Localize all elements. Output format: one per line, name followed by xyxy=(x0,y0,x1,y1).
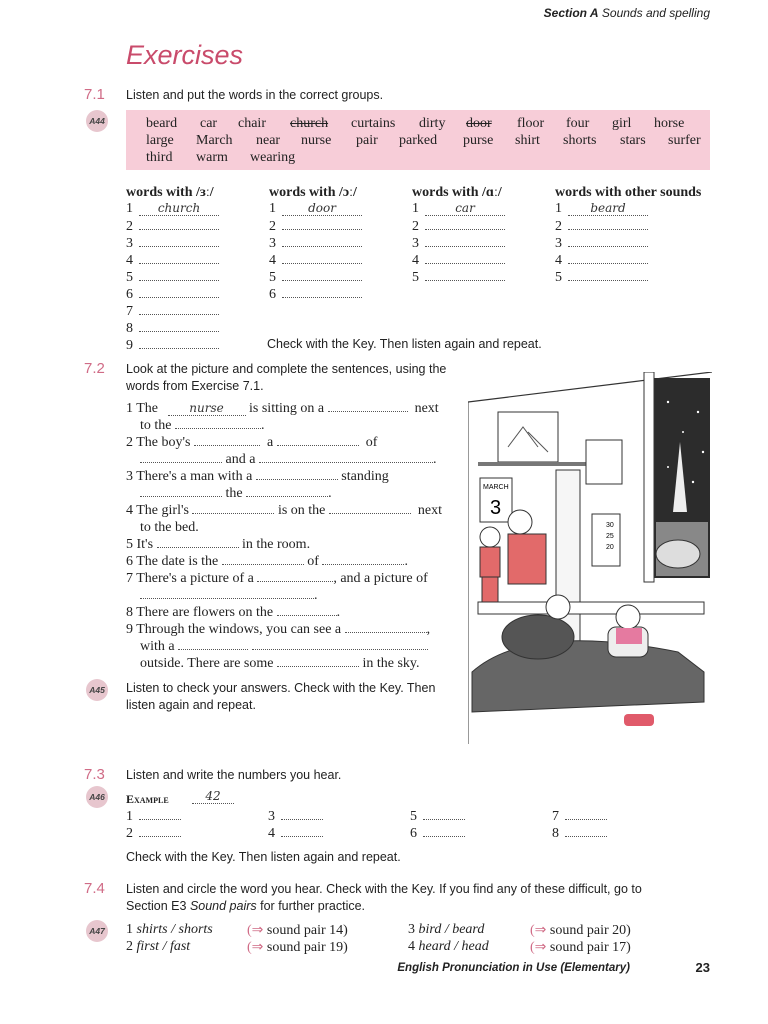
page-header xyxy=(544,6,710,20)
answer-line xyxy=(412,201,505,217)
sound-pair-item xyxy=(126,922,213,938)
answer-line xyxy=(555,269,648,286)
answer-blank[interactable] xyxy=(425,252,505,264)
sentence-text: 9 Through the windows, you can see a xyxy=(126,622,342,637)
answer-blank[interactable] xyxy=(568,235,648,247)
answer-line xyxy=(269,218,362,235)
answer-blank[interactable] xyxy=(568,218,648,230)
word-bank-word: pair xyxy=(356,133,378,148)
word-bank-word: floor xyxy=(517,116,545,131)
sentence-text: of xyxy=(307,554,319,569)
answer-blank[interactable] xyxy=(257,571,333,582)
reference-text: sound pair 19) xyxy=(266,940,348,955)
item-number: 3 xyxy=(408,922,415,937)
sentence-text: 3 There's a man with a xyxy=(126,469,253,484)
word-bank-word: curtains xyxy=(351,116,396,131)
exercise-7-1-check: Check with the Key. Then listen again and repeat. xyxy=(267,337,542,351)
answer-line xyxy=(269,235,362,252)
arrow-icon: (⇒ xyxy=(530,923,547,938)
example-answer: church xyxy=(139,201,219,216)
answer-blank[interactable] xyxy=(194,435,260,446)
sentence-2 xyxy=(126,435,377,451)
audio-track-icon[interactable]: A45 xyxy=(86,679,108,701)
answer-blank[interactable] xyxy=(139,252,219,264)
sentence-text: , and a picture of xyxy=(333,571,428,586)
instruction-text: Section E3 xyxy=(126,899,190,913)
column-heading: words with /ɔː/ xyxy=(269,185,357,200)
answer-line xyxy=(269,252,362,269)
section-topic: Sounds and spelling xyxy=(601,6,710,20)
answer-blank[interactable] xyxy=(139,320,219,332)
word-bank xyxy=(126,110,710,170)
word-bank-word: car xyxy=(200,116,218,131)
exercise-number-7-1: 7.1 xyxy=(84,86,105,103)
sentence-9: 9 Through the windows, you can see a , xyxy=(126,622,431,637)
answer-line xyxy=(412,235,505,252)
exercise-7-2-instruction-2: words from Exercise 7.1. xyxy=(126,379,264,393)
word-bank-word: March xyxy=(196,133,233,148)
line-number: 3 xyxy=(126,236,133,251)
answer-blank[interactable] xyxy=(425,235,505,247)
column-heading: words with /ɑː/ xyxy=(412,185,502,200)
line-number: 1 xyxy=(126,201,133,216)
answer-line xyxy=(126,269,219,286)
sentence-text: is on the xyxy=(277,503,326,518)
word-pair[interactable]: bird / beard xyxy=(418,922,485,937)
word-bank-word: door xyxy=(466,116,492,131)
answer-blank[interactable] xyxy=(139,337,219,349)
sentence-1-cont: to the . xyxy=(140,418,265,433)
line-number: 6 xyxy=(269,287,276,302)
exercise-7-2-listen-1: Listen to check your answers. Check with the Key. Then xyxy=(126,681,436,695)
example-answer: beard xyxy=(568,201,648,216)
sentence-7-cont: . xyxy=(140,588,318,604)
exercise-7-4-instruction-2 xyxy=(126,899,365,913)
answer-blank[interactable] xyxy=(222,554,304,565)
thermometer-mark: 30 xyxy=(606,522,614,529)
calendar-day: 3 xyxy=(490,497,502,519)
item-number: 3 xyxy=(268,809,275,824)
section-label: Section A xyxy=(543,6,599,20)
sentence-text: the xyxy=(225,486,243,501)
line-number: 7 xyxy=(126,304,133,319)
word-pair[interactable]: shirts / shorts xyxy=(136,922,213,937)
sound-pair-reference xyxy=(530,922,631,939)
line-number: 4 xyxy=(269,253,276,268)
answer-blank[interactable] xyxy=(423,825,465,837)
sentence-text: next xyxy=(414,401,439,416)
answer-blank[interactable] xyxy=(281,808,323,820)
sentence-text: next xyxy=(417,503,442,518)
line-number: 1 xyxy=(555,201,562,216)
answer-blank[interactable] xyxy=(277,435,359,446)
item-number: 5 xyxy=(410,809,417,824)
sentence-9-cont xyxy=(140,639,428,655)
answer-blank[interactable] xyxy=(568,252,648,264)
example-answer: car xyxy=(425,201,505,216)
sentence-text: 7 There's a picture of a xyxy=(126,571,254,586)
answer-line xyxy=(555,218,648,235)
answer-blank[interactable] xyxy=(256,469,338,480)
answer-blank[interactable] xyxy=(568,269,648,281)
word-bank-word: stars xyxy=(620,133,646,148)
sentence-text: outside. There are some xyxy=(140,656,274,671)
answer-blank[interactable] xyxy=(282,269,362,281)
exercise-7-1-instruction: Listen and put the words in the correct groups. xyxy=(126,88,384,102)
answer-blank[interactable] xyxy=(140,452,222,463)
word-bank-word: beard xyxy=(146,116,178,131)
arrow-icon: (⇒ xyxy=(247,923,264,938)
exercise-number-7-4: 7.4 xyxy=(84,880,105,897)
answer-blank[interactable] xyxy=(425,269,505,281)
answer-blank[interactable] xyxy=(139,269,219,281)
item-number: 4 xyxy=(268,826,275,841)
sentence-text: with a xyxy=(140,639,175,654)
instruction-text: for further practice. xyxy=(256,899,366,913)
word-bank-word: near xyxy=(256,133,281,148)
sentence-text: and a xyxy=(225,452,256,467)
word-bank-word: girl xyxy=(612,116,632,131)
answer-blank[interactable] xyxy=(139,286,219,298)
item-number: 4 xyxy=(408,939,415,954)
item-number: 8 xyxy=(552,826,559,841)
arrow-icon: (⇒ xyxy=(247,940,264,955)
word-pair[interactable]: first / fast xyxy=(136,939,191,954)
sentence-text: a xyxy=(266,435,274,450)
answer-line xyxy=(126,235,219,252)
sound-pair-reference xyxy=(247,922,348,939)
word-bank-word: warm xyxy=(196,150,228,165)
exercise-7-2-listen-2: listen again and repeat. xyxy=(126,698,256,712)
sentence-text: to the xyxy=(140,418,172,433)
number-item xyxy=(552,808,607,825)
sentence-text: 6 The date is the xyxy=(126,554,219,569)
number-item xyxy=(410,825,465,842)
answer-blank[interactable] xyxy=(282,235,362,247)
word-bank-word: nurse xyxy=(301,133,332,148)
line-number: 4 xyxy=(412,253,419,268)
sentence-9-cont-2 xyxy=(140,656,420,672)
arrow-icon: (⇒ xyxy=(530,940,547,955)
thermometer-mark: 25 xyxy=(606,533,614,540)
word-bank-word: church xyxy=(290,116,329,131)
sentence-text: of xyxy=(365,435,378,450)
answer-blank[interactable] xyxy=(139,303,219,315)
answer-blank[interactable] xyxy=(178,639,248,650)
line-number: 3 xyxy=(269,236,276,251)
sentence-5 xyxy=(126,537,310,553)
number-item xyxy=(552,825,607,842)
instruction-text: Sound pairs xyxy=(189,899,257,913)
sentence-text: 5 It's xyxy=(126,537,154,552)
answer-blank[interactable] xyxy=(140,486,222,497)
answer-blank[interactable] xyxy=(139,235,219,247)
column-heading: words with other sounds xyxy=(555,185,702,200)
answer-line xyxy=(412,252,505,269)
answer-line xyxy=(555,201,648,217)
line-number: 5 xyxy=(269,270,276,285)
sentence-text: 8 There are flowers on the xyxy=(126,605,274,620)
answer-line xyxy=(126,303,219,320)
sentence-8: 8 There are flowers on the . xyxy=(126,605,341,620)
answer-blank[interactable] xyxy=(246,486,328,497)
answer-blank[interactable] xyxy=(282,252,362,264)
number-item xyxy=(268,808,323,825)
number-item xyxy=(126,825,181,842)
number-item xyxy=(126,808,181,825)
sentence-7 xyxy=(126,571,428,587)
sentence-3-cont: the . xyxy=(140,486,332,502)
word-bank-word: horse xyxy=(654,116,685,131)
line-number: 5 xyxy=(555,270,562,285)
sentence-text: standing xyxy=(341,469,389,484)
sound-pair-item xyxy=(408,922,484,938)
line-number: 3 xyxy=(412,236,419,251)
book-title: English Pronunciation in Use (Elementary) xyxy=(397,962,630,974)
answer-line xyxy=(555,252,648,269)
word-bank-word: shorts xyxy=(563,133,597,148)
answer-line xyxy=(126,286,219,303)
sentence-1 xyxy=(126,401,439,417)
example-answer: door xyxy=(282,201,362,216)
word-bank-word: purse xyxy=(463,133,494,148)
calendar-month: MARCH xyxy=(483,484,509,491)
line-number: 2 xyxy=(412,219,419,234)
answer-blank[interactable] xyxy=(277,656,359,667)
example-answer: 42 xyxy=(192,789,234,804)
example-label: Example xyxy=(126,792,169,806)
sentence-text: 1 The xyxy=(126,401,159,416)
example-answer: nurse xyxy=(168,401,246,416)
sentence-2-cont: and a . xyxy=(140,452,436,468)
answer-line xyxy=(126,320,219,337)
word-bank-word: dirty xyxy=(419,116,446,131)
word-bank-word: four xyxy=(566,116,590,131)
line-number: 2 xyxy=(269,219,276,234)
exercise-7-3-check: Check with the Key. Then listen again and repeat. xyxy=(126,850,401,864)
reference-text: sound pair 20) xyxy=(549,923,631,938)
sentence-4-cont: to the bed. xyxy=(140,520,199,535)
word-bank-word: parked xyxy=(399,133,438,148)
answer-blank[interactable] xyxy=(282,218,362,230)
answer-line xyxy=(269,201,362,217)
sound-pair-reference xyxy=(530,939,631,956)
answer-blank[interactable] xyxy=(345,622,427,633)
answer-blank[interactable] xyxy=(139,218,219,230)
sound-pair-item xyxy=(408,939,489,955)
answer-blank[interactable] xyxy=(423,808,465,820)
item-number: 7 xyxy=(552,809,559,824)
audio-track-icon[interactable]: A47 xyxy=(86,920,108,942)
answer-blank[interactable] xyxy=(328,401,408,412)
reference-text: sound pair 14) xyxy=(266,923,348,938)
answer-blank[interactable] xyxy=(282,286,362,298)
answer-blank[interactable] xyxy=(565,825,607,837)
item-number: 1 xyxy=(126,922,133,937)
word-bank-word: third xyxy=(146,150,173,165)
line-number: 6 xyxy=(126,287,133,302)
answer-blank[interactable] xyxy=(192,503,274,514)
answer-line xyxy=(269,269,362,286)
answer-blank[interactable] xyxy=(139,808,181,820)
sentence-text: in the room. xyxy=(242,537,311,552)
line-number: 5 xyxy=(412,270,419,285)
sentence-text: 2 The boy's xyxy=(126,435,191,450)
line-number: 1 xyxy=(269,201,276,216)
answer-blank[interactable] xyxy=(252,639,428,650)
word-bank-word: wearing xyxy=(250,150,296,165)
audio-track-icon[interactable]: A44 xyxy=(86,110,108,132)
line-number: 2 xyxy=(555,219,562,234)
word-bank-word: surfer xyxy=(668,133,701,148)
line-number: 4 xyxy=(555,253,562,268)
answer-line xyxy=(412,269,505,286)
answer-line xyxy=(555,235,648,252)
answer-line xyxy=(412,218,505,235)
item-number: 1 xyxy=(126,809,133,824)
answer-line xyxy=(126,252,219,269)
answer-blank[interactable] xyxy=(157,537,239,548)
word-pair[interactable]: heard / head xyxy=(418,939,489,954)
item-number: 2 xyxy=(126,826,133,841)
exercise-7-2-instruction-1: Look at the picture and complete the sentences, using the xyxy=(126,362,447,376)
item-number: 6 xyxy=(410,826,417,841)
answer-blank[interactable] xyxy=(259,452,433,463)
sentence-3 xyxy=(126,469,389,485)
thermometer-mark: 20 xyxy=(606,544,614,551)
sentence-text: 4 The girl's xyxy=(126,503,189,518)
answer-line xyxy=(269,286,362,303)
sentence-4 xyxy=(126,503,442,519)
bedroom-illustration xyxy=(468,372,712,746)
sound-pair-reference xyxy=(247,939,348,956)
word-bank-word: shirt xyxy=(515,133,540,148)
exercise-7-3-instruction: Listen and write the numbers you hear. xyxy=(126,768,342,782)
line-number: 8 xyxy=(126,321,133,336)
line-number: 9 xyxy=(126,338,133,353)
answer-line xyxy=(126,218,219,235)
answer-blank[interactable] xyxy=(281,825,323,837)
line-number: 5 xyxy=(126,270,133,285)
exercise-number-7-2: 7.2 xyxy=(84,360,105,377)
line-number: 1 xyxy=(412,201,419,216)
answer-blank[interactable] xyxy=(175,418,261,429)
exercise-7-4-instruction-1: Listen and circle the word you hear. Check with the Key. If you find any of these difficult, go to xyxy=(126,882,642,896)
column-heading: words with /ɜː/ xyxy=(126,185,214,200)
exercise-number-7-3: 7.3 xyxy=(84,766,105,783)
word-bank-word: chair xyxy=(238,116,266,131)
reference-text: sound pair 17) xyxy=(549,940,631,955)
sentence-text: is sitting on a xyxy=(249,401,325,416)
answer-blank[interactable] xyxy=(322,554,404,565)
audio-track-icon[interactable]: A46 xyxy=(86,786,108,808)
answer-blank[interactable] xyxy=(329,503,411,514)
line-number: 4 xyxy=(126,253,133,268)
answer-blank[interactable] xyxy=(425,218,505,230)
number-item xyxy=(410,808,465,825)
item-number: 2 xyxy=(126,939,133,954)
answer-blank[interactable] xyxy=(140,588,314,599)
answer-blank[interactable] xyxy=(277,605,337,616)
sentence-text: in the sky. xyxy=(362,656,420,671)
answer-blank[interactable] xyxy=(139,825,181,837)
page-title: Exercises xyxy=(126,40,244,70)
sentence-6: 6 The date is the of . xyxy=(126,554,408,569)
answer-line xyxy=(126,337,219,354)
page-number: 23 xyxy=(695,960,710,975)
answer-line xyxy=(126,201,219,217)
word-bank-word: large xyxy=(146,133,174,148)
sound-pair-item xyxy=(126,939,190,955)
number-item xyxy=(268,825,323,842)
line-number: 3 xyxy=(555,236,562,251)
answer-blank[interactable] xyxy=(565,808,607,820)
line-number: 2 xyxy=(126,219,133,234)
